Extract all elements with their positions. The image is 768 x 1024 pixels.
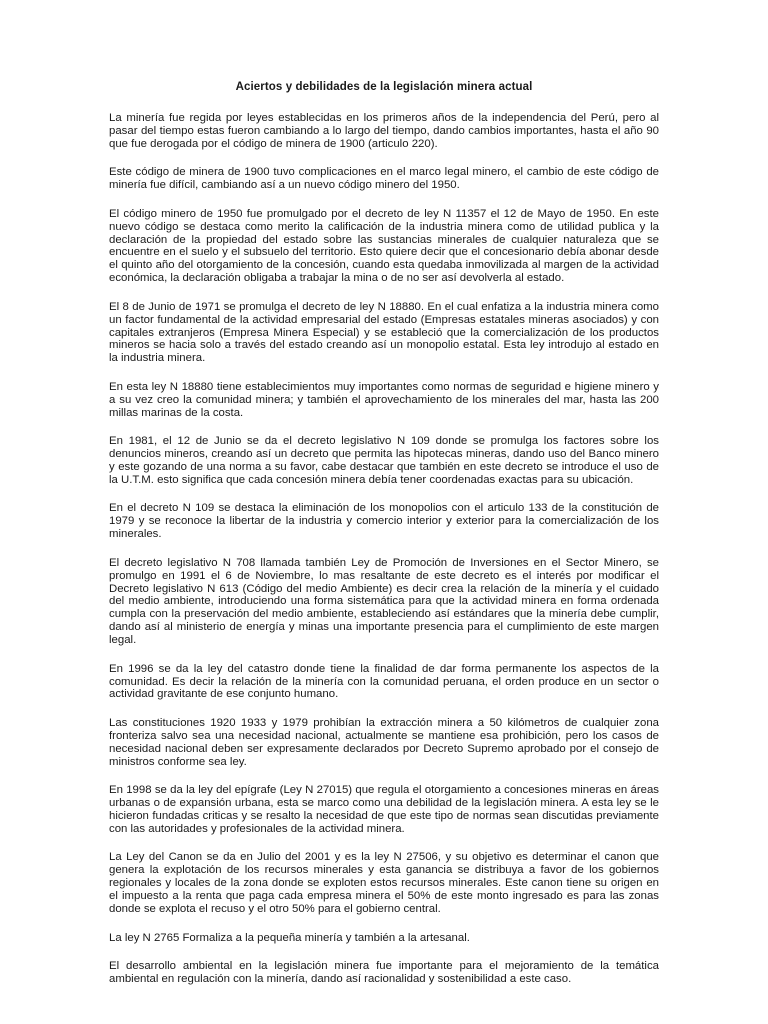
paragraph-9: En 1996 se da la ley del catastro donde tiene la finalidad de dar forma permanente los aspectos de la comunidad. Es decir la relación de la minería con la comunidad peruana, el orden produce en un sector o actividad gravitante de ese conjunto humano. [109,662,659,701]
paragraph-10: Las constituciones 1920 1933 y 1979 prohibían la extracción minera a 50 kilómetros de cualquier zona fronteriza salvo sea una necesidad nacional, actualmente se mantiene esa prohibición, pero los casos de necesidad nacional deben ser expresamente declarados por Decreto Supremo aprobado por el consejo de ministros conforme sea ley. [109,716,659,768]
paragraph-13: La ley N 2765 Formaliza a la pequeña minería y también a la artesanal. [109,931,470,944]
paragraph-3: El código minero de 1950 fue promulgado por el decreto de ley N 11357 el 12 de Mayo de 1950. En este nuevo código se destaca como merito la calificación de la industria minera como de utilidad publica y la declaración de la propiedad del estado sobre las sustancias minerales de cualquier naturaleza que se encuentre en el suelo y el subsuelo del territorio. Esto quiere decir que el concesionario debía abonar desde el quinto año del otorgamiento de la concesión, cuando esta quedaba inmovilizada al margen de la actividad económica, la declaración obligaba a trabajar la mina o de no ser así devolverla al estado. [109,207,659,285]
paragraph-6: En 1981, el 12 de Junio se da el decreto legislativo N 109 donde se promulga los factores sobre los denuncios mineros, creando así un decreto que permita las hipotecas mineras, dando uso del Banco minero y este gozando de una norma a su favor, cabe destacar que también en este decreto se introduce el uso de la U.T.M. esto significa que cada concesión minera debía tener coordenadas exactas para su ubicación. [109,435,659,486]
paragraph-5: En esta ley N 18880 tiene establecimientos muy importantes como normas de seguridad e higiene minero y a su vez creo la comunidad minera; y también el aprovechamiento de los minerales del mar, hasta las 200 millas marinas de la costa. [109,380,659,419]
paragraph-4: El 8 de Junio de 1971 se promulga el decreto de ley N 18880. En el cual enfatiza a la industria minera como un factor fundamental de la actividad empresarial del estado (Empresas estatales mineras asociados) y con capitales extranjeros (Empresa Minera Especial) y se estableció que la comercialización de los productos mineros se hacia solo a través del estado creando así un monopolio estatal. Esta ley introdujo al estado en la industria minera. [109,300,659,365]
paragraph-12: La Ley del Canon se da en Julio del 2001 y es la ley N 27506, y su objetivo es determinar el canon que genera la explotación de los recursos minerales y esta ganancia se distribuya a favor de los gobiernos regionales y locales de la zona donde se exploten estos recursos minerales. Este canon tiene su origen en el impuesto a la renta que paga cada empresa minera el 50% de este monto ingresado es para las zonas donde se explota el recuso y el otro 50% para el gobierno central. [109,851,659,916]
paragraph-11: En 1998 se da la ley del epígrafe (Ley N 27015) que regula el otorgamiento a concesiones mineras en áreas urbanas o de expansión urbana, esta se marco como una debilidad de la legislación minera. A esta ley se le hicieron fundadas criticas y se resalto la necesidad de que este tipo de normas sean discutidas previamente con las autoridades y profesionales de la actividad minera. [109,784,659,835]
paragraph-2: Este código de minera de 1900 tuvo complicaciones en el marco legal minero, el cambio de este código de minería fue difícil, cambiando así a un nuevo código minero del 1950. [109,166,659,192]
paragraph-14: El desarrollo ambiental en la legislación minera fue importante para el mejoramiento de la temática ambiental en regulación con la minería, dando así racionalidad y sostenibilidad a este caso. [109,960,659,985]
paragraph-1: La minería fue regida por leyes establecidas en los primeros años de la independencia del Perú, pero al pasar del tiempo estas fueron cambiando a lo largo del tiempo, dando cambios importantes, hasta el año 90 que fue derogada por el código de minera de 1900 (articulo 220). [109,112,659,150]
document-page [109,80,659,1001]
document-title: Aciertos y debilidades de la legislación minera actual [235,81,533,93]
paragraph-8: El decreto legislativo N 708 llamada también Ley de Promoción de Inversiones en el Sector Minero, se promulgo en 1991 el 6 de Noviembre, lo mas resaltante de este decreto es el interés por modificar el Decreto legislativo N 613 (Código del medio Ambiente) es decir crea la relación de la minería y el cuidado del medio ambiente, introduciendo una forma sistemática para que la actividad minera en forma ordenada cumpla con la preservación del medio ambiente, estableciendo así estándares que la minería debe cumplir, dando así al ministerio de energía y minas una importante presencia para el cumplimiento de este margen legal. [109,556,659,647]
paragraph-7: En el decreto N 109 se destaca la eliminación de los monopolios con el articulo 133 de la constitución de 1979 y se reconoce la libertar de la industria y comercio interior y exterior para la comercialización de los minerales. [109,502,659,541]
